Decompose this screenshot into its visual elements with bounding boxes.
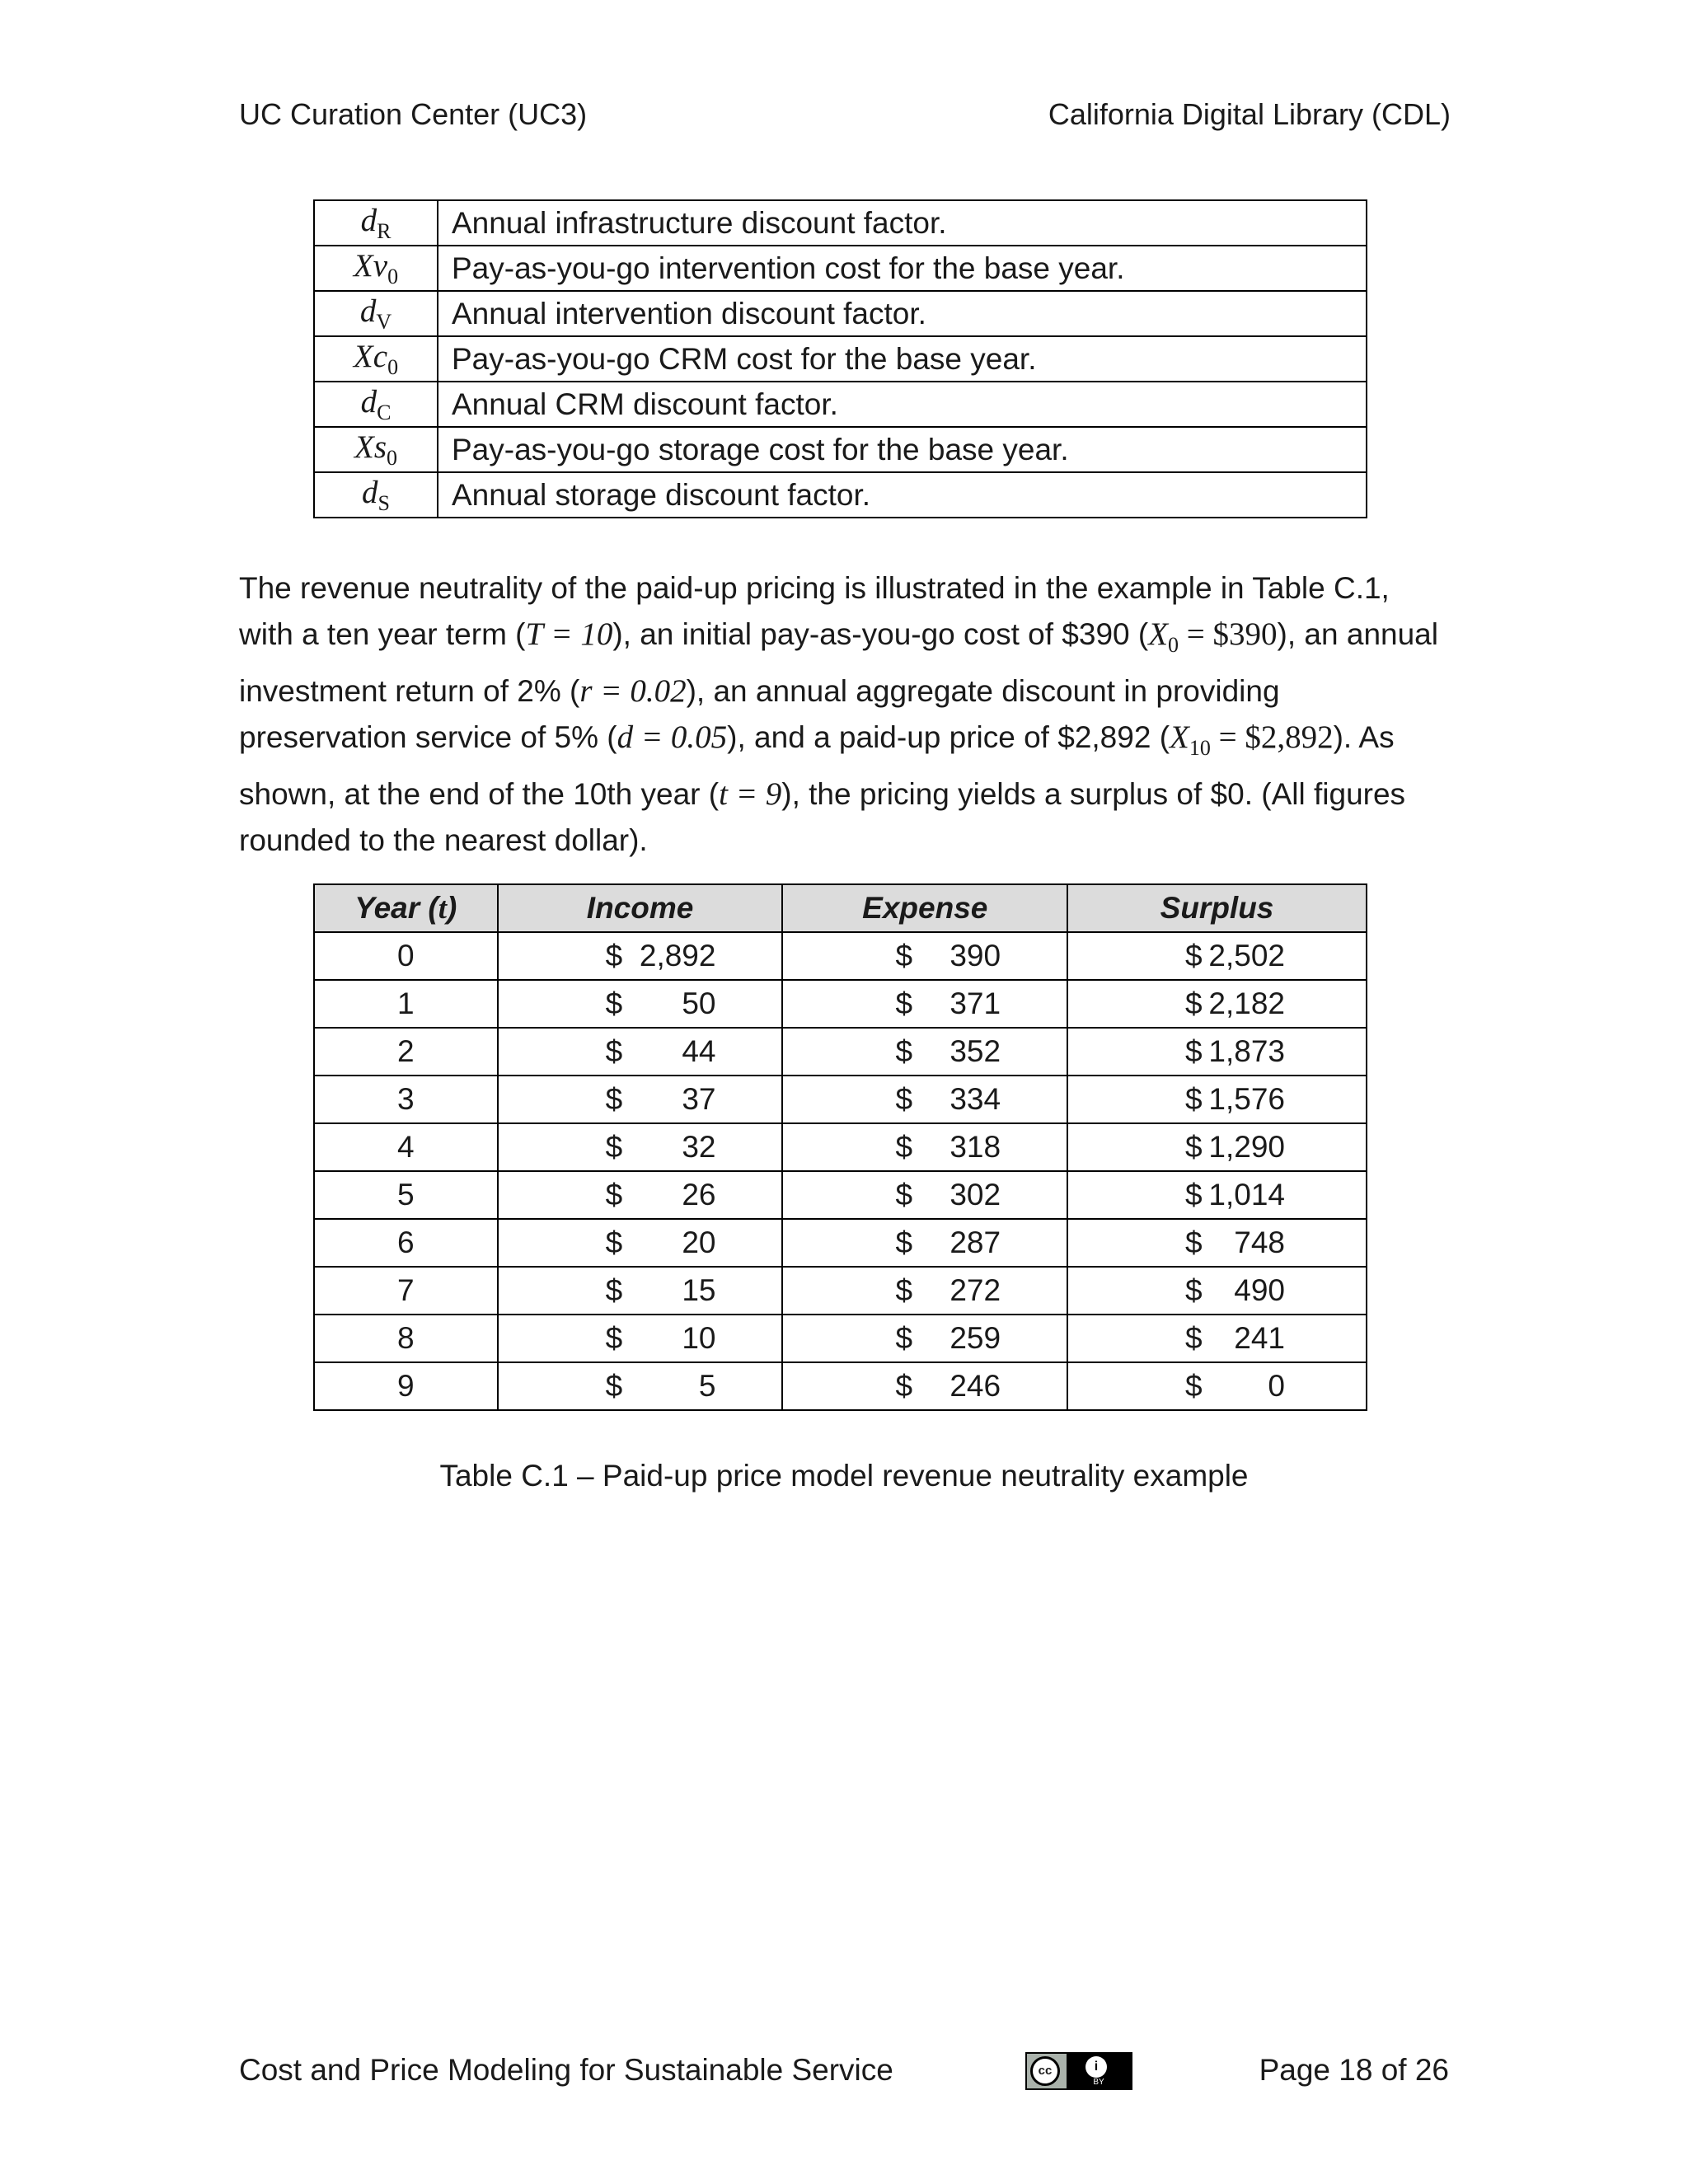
cell-income: $ 20: [498, 1219, 783, 1267]
math-term: t = 9: [719, 776, 782, 812]
table-row: [314, 1267, 1367, 1315]
cell-income: $ 2,892: [498, 932, 783, 980]
cell-surplus: $ 490: [1067, 1267, 1367, 1315]
cell-expense: $ 390: [782, 932, 1067, 980]
cell-expense: $ 302: [782, 1171, 1067, 1219]
col-header-expense: Expense: [782, 884, 1067, 932]
variable-description: Annual CRM discount factor.: [438, 382, 1367, 427]
variable-row: [314, 427, 1367, 472]
variable-symbol: $d_C$: [314, 382, 438, 427]
footer-title: Cost and Price Modeling for Sustainable Service: [239, 2053, 893, 2087]
table-header-row: [314, 884, 1367, 932]
cell-surplus: $ 241: [1067, 1315, 1367, 1362]
table-row: [314, 1076, 1367, 1123]
variable-row: [314, 336, 1367, 382]
table-caption: Table C.1 – Paid-up price model revenue neutrality example: [439, 1459, 1249, 1493]
table-row: [314, 1362, 1367, 1410]
col-header-income: Income: [498, 884, 783, 932]
variable-description: Annual storage discount factor.: [438, 472, 1367, 518]
cell-expense: $ 318: [782, 1123, 1067, 1171]
license-by-label: BY: [1093, 2078, 1104, 2087]
cell-year: 3: [314, 1076, 498, 1123]
variable-definitions-table: [313, 199, 1367, 518]
cell-income: $ 26: [498, 1171, 783, 1219]
cell-expense: $ 259: [782, 1315, 1067, 1362]
cell-year: 6: [314, 1219, 498, 1267]
variable-symbol: $d_V$: [314, 291, 438, 336]
cell-year: 9: [314, 1362, 498, 1410]
cell-surplus: $ 1,873: [1067, 1028, 1367, 1076]
cell-expense: $ 352: [782, 1028, 1067, 1076]
page-number: Page 18 of 26: [1259, 2053, 1449, 2087]
math-term: d = 0.05: [617, 719, 728, 755]
variable-row: [314, 472, 1367, 518]
cell-year: 8: [314, 1315, 498, 1362]
para-text: ), an annual investment return of 2% (: [239, 617, 1438, 708]
table-row: [314, 980, 1367, 1028]
variable-row: [314, 200, 1367, 246]
cc-icon: cc: [1030, 2056, 1060, 2086]
cell-surplus: $ 0: [1067, 1362, 1367, 1410]
para-text: ). As shown, at the end of the 10th year (: [239, 719, 1395, 811]
cell-year: 0: [314, 932, 498, 980]
table-row: [314, 1123, 1367, 1171]
cell-year: 2: [314, 1028, 498, 1076]
revenue-neutrality-table: [313, 883, 1367, 1411]
cell-surplus: $ 1,290: [1067, 1123, 1367, 1171]
cell-income: $ 5: [498, 1362, 783, 1410]
cell-income: $ 50: [498, 980, 783, 1028]
cell-surplus: $ 2,182: [1067, 980, 1367, 1028]
variable-symbol: $Xv_0$: [314, 246, 438, 291]
para-text: ), an annual aggregate discount in providing preservation service of 5% (: [239, 673, 1280, 754]
cell-expense: $ 272: [782, 1267, 1067, 1315]
variable-row: [314, 382, 1367, 427]
cell-expense: $ 246: [782, 1362, 1067, 1410]
cell-income: $ 32: [498, 1123, 783, 1171]
para-text: ), and a paid-up price of $2,892 (: [727, 719, 1170, 754]
cell-income: $ 15: [498, 1267, 783, 1315]
para-text: ), an initial pay-as-you-go cost of $390 (: [612, 617, 1149, 651]
table-row: [314, 1028, 1367, 1076]
col-header-year: Year (t): [314, 884, 498, 932]
table-row: [314, 1315, 1367, 1362]
cell-surplus: $ 1,576: [1067, 1076, 1367, 1123]
cell-income: $ 10: [498, 1315, 783, 1362]
table-row: [314, 932, 1367, 980]
variable-description: Annual intervention discount factor.: [438, 291, 1367, 336]
math-term: T = 10: [525, 616, 613, 652]
body-paragraph: [239, 565, 1451, 864]
math-term: $X_{10}$ = $2,892: [1170, 719, 1334, 760]
table-row: [314, 1171, 1367, 1219]
variable-description: Pay-as-you-go intervention cost for the base year.: [438, 246, 1367, 291]
variable-row: [314, 291, 1367, 336]
cell-year: 1: [314, 980, 498, 1028]
cell-income: $ 37: [498, 1076, 783, 1123]
variable-symbol: $d_S$: [314, 472, 438, 518]
math-term: r = 0.02: [579, 673, 687, 709]
variable-row: [314, 246, 1367, 291]
cell-expense: $ 334: [782, 1076, 1067, 1123]
attribution-person-icon: i: [1085, 2056, 1107, 2078]
variable-symbol: $d_R$: [314, 200, 438, 246]
cell-expense: $ 287: [782, 1219, 1067, 1267]
variable-description: Pay-as-you-go CRM cost for the base year.: [438, 336, 1367, 382]
variable-symbol: $Xc_0$: [314, 336, 438, 382]
variable-description: Annual infrastructure discount factor.: [438, 200, 1367, 246]
cell-surplus: $ 748: [1067, 1219, 1367, 1267]
cc-by-license-icon: [1025, 2052, 1132, 2090]
variable-symbol: $Xs_0$: [314, 427, 438, 472]
header-left: UC Curation Center (UC3): [239, 97, 588, 131]
variable-description: Pay-as-you-go storage cost for the base year.: [438, 427, 1367, 472]
cell-year: 7: [314, 1267, 498, 1315]
cell-surplus: $ 2,502: [1067, 932, 1367, 980]
para-text: The revenue neutrality of the paid-up pricing is illustrated in the example in Table C.1, with a ten year term (: [239, 571, 1390, 651]
math-term: $X_0$ = $390: [1148, 616, 1278, 657]
para-text: ), the pricing yields a surplus of $0. (All figures rounded to the nearest dollar).: [239, 776, 1406, 857]
col-header-surplus: Surplus: [1067, 884, 1367, 932]
table-row: [314, 1219, 1367, 1267]
cell-surplus: $ 1,014: [1067, 1171, 1367, 1219]
cell-year: 4: [314, 1123, 498, 1171]
cell-year: 5: [314, 1171, 498, 1219]
cell-income: $ 44: [498, 1028, 783, 1076]
cell-expense: $ 371: [782, 980, 1067, 1028]
header-right: California Digital Library (CDL): [1048, 97, 1451, 131]
